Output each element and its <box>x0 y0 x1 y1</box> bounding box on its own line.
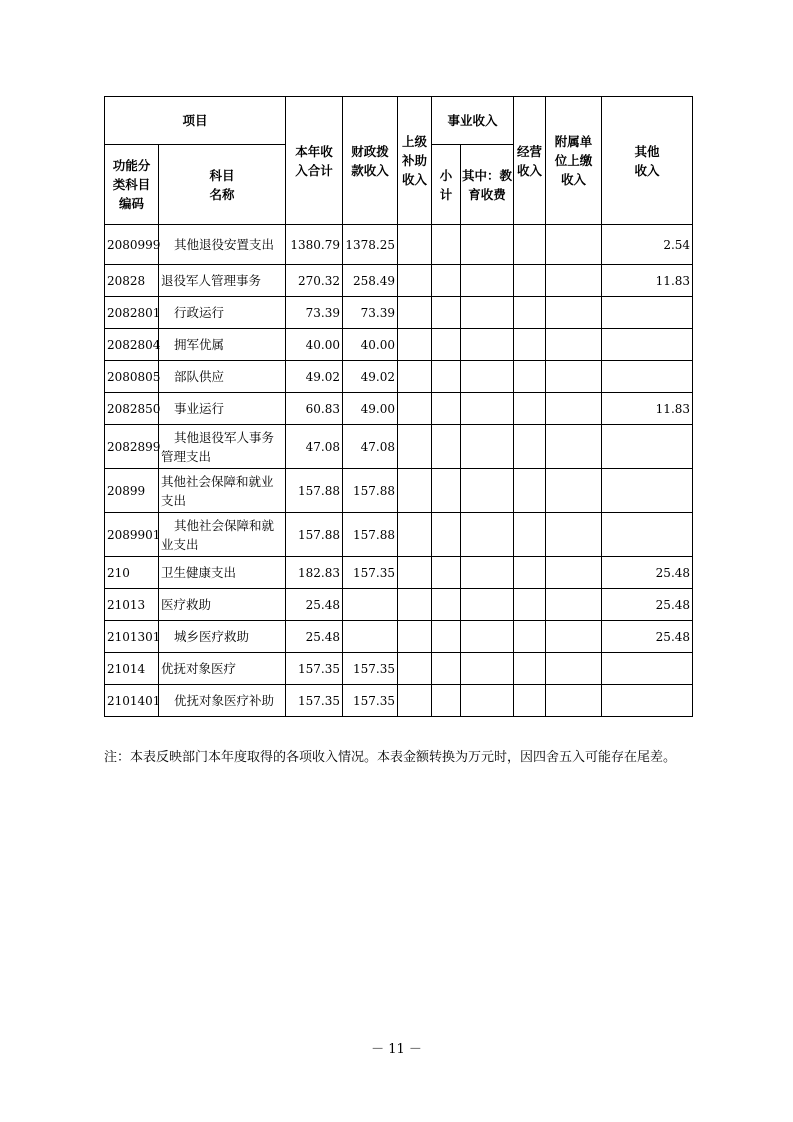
row-superior <box>398 557 432 589</box>
header-fiscal: 财政拨款收入 <box>343 97 398 225</box>
table-row <box>105 469 693 513</box>
row-total: 47.08 <box>286 425 343 469</box>
row-business-subtotal <box>432 685 461 717</box>
row-subject-name: 卫生健康支出 <box>159 557 286 589</box>
row-subject-name: 退役军人管理事务 <box>159 265 286 297</box>
row-other <box>602 425 693 469</box>
row-fiscal: 49.02 <box>343 361 398 393</box>
row-other <box>602 297 693 329</box>
header-affiliated: 附属单位上缴收入 <box>546 97 602 225</box>
row-fiscal: 40.00 <box>343 329 398 361</box>
row-subject-name: 其他社会保障和就业支出 <box>159 513 286 557</box>
row-affiliated <box>546 589 602 621</box>
row-fiscal: 157.88 <box>343 513 398 557</box>
row-code: 2089901 <box>105 513 159 557</box>
row-superior <box>398 361 432 393</box>
row-total: 40.00 <box>286 329 343 361</box>
row-affiliated <box>546 469 602 513</box>
row-subject-name: 其他退役军人事务管理支出 <box>159 425 286 469</box>
row-other <box>602 653 693 685</box>
row-total: 157.35 <box>286 653 343 685</box>
row-affiliated <box>546 653 602 685</box>
row-superior <box>398 265 432 297</box>
row-superior <box>398 589 432 621</box>
table-row <box>105 653 693 685</box>
row-fiscal: 157.35 <box>343 557 398 589</box>
row-subject-name: 医疗救助 <box>159 589 286 621</box>
row-code: 2082850 <box>105 393 159 425</box>
row-superior <box>398 329 432 361</box>
row-edu-fee <box>461 557 514 589</box>
row-business-subtotal <box>432 393 461 425</box>
row-fiscal: 47.08 <box>343 425 398 469</box>
header-edu-fee: 其中：教育收费 <box>461 145 514 225</box>
row-business-subtotal <box>432 225 461 265</box>
row-superior <box>398 513 432 557</box>
row-other <box>602 329 693 361</box>
row-edu-fee <box>461 685 514 717</box>
row-total: 73.39 <box>286 297 343 329</box>
row-edu-fee <box>461 469 514 513</box>
table-row <box>105 225 693 265</box>
row-operating <box>514 297 546 329</box>
row-code: 2080805 <box>105 361 159 393</box>
row-operating <box>514 361 546 393</box>
row-total: 270.32 <box>286 265 343 297</box>
row-code: 21014 <box>105 653 159 685</box>
table-row <box>105 265 693 297</box>
row-fiscal <box>343 621 398 653</box>
row-code: 210 <box>105 557 159 589</box>
row-other: 25.48 <box>602 589 693 621</box>
row-code: 2082804 <box>105 329 159 361</box>
row-fiscal: 73.39 <box>343 297 398 329</box>
row-edu-fee <box>461 329 514 361</box>
row-operating <box>514 621 546 653</box>
row-fiscal: 1378.25 <box>343 225 398 265</box>
row-edu-fee <box>461 589 514 621</box>
row-operating <box>514 557 546 589</box>
row-business-subtotal <box>432 265 461 297</box>
row-superior <box>398 653 432 685</box>
row-affiliated <box>546 621 602 653</box>
row-subject-name: 优抚对象医疗补助 <box>159 685 286 717</box>
header-subtotal: 小计 <box>432 145 461 225</box>
row-operating <box>514 393 546 425</box>
row-business-subtotal <box>432 653 461 685</box>
row-other: 2.54 <box>602 225 693 265</box>
row-affiliated <box>546 361 602 393</box>
row-affiliated <box>546 557 602 589</box>
row-code: 2080999 <box>105 225 159 265</box>
row-total: 1380.79 <box>286 225 343 265</box>
header-func-code: 功能分类科目编码 <box>105 145 159 225</box>
row-code: 20828 <box>105 265 159 297</box>
row-operating <box>514 265 546 297</box>
row-edu-fee <box>461 265 514 297</box>
header-other: 其他收入 <box>602 97 693 225</box>
row-business-subtotal <box>432 361 461 393</box>
row-affiliated <box>546 513 602 557</box>
row-other: 25.48 <box>602 557 693 589</box>
row-code: 21013 <box>105 589 159 621</box>
row-superior <box>398 225 432 265</box>
row-superior <box>398 621 432 653</box>
row-operating <box>514 513 546 557</box>
row-subject-name: 其他退役安置支出 <box>159 225 286 265</box>
row-affiliated <box>546 685 602 717</box>
row-operating <box>514 589 546 621</box>
row-code: 2101401 <box>105 685 159 717</box>
row-business-subtotal <box>432 621 461 653</box>
row-other <box>602 685 693 717</box>
table-row <box>105 297 693 329</box>
row-edu-fee <box>461 621 514 653</box>
row-business-subtotal <box>432 557 461 589</box>
row-fiscal: 157.35 <box>343 653 398 685</box>
row-affiliated <box>546 329 602 361</box>
header-business: 事业收入 <box>432 97 514 145</box>
row-affiliated <box>546 225 602 265</box>
row-business-subtotal <box>432 297 461 329</box>
row-business-subtotal <box>432 329 461 361</box>
row-total: 182.83 <box>286 557 343 589</box>
row-other: 25.48 <box>602 621 693 653</box>
row-affiliated <box>546 265 602 297</box>
row-subject-name: 部队供应 <box>159 361 286 393</box>
row-superior <box>398 685 432 717</box>
row-business-subtotal <box>432 513 461 557</box>
row-edu-fee <box>461 361 514 393</box>
row-superior <box>398 297 432 329</box>
row-total: 157.35 <box>286 685 343 717</box>
row-subject-name: 其他社会保障和就业支出 <box>159 469 286 513</box>
row-business-subtotal <box>432 469 461 513</box>
row-other <box>602 469 693 513</box>
header-project: 项目 <box>105 97 286 145</box>
header-operating: 经营收入 <box>514 97 546 225</box>
row-operating <box>514 329 546 361</box>
row-total: 60.83 <box>286 393 343 425</box>
row-code: 20899 <box>105 469 159 513</box>
row-code: 2082899 <box>105 425 159 469</box>
row-total: 49.02 <box>286 361 343 393</box>
row-affiliated <box>546 425 602 469</box>
row-edu-fee <box>461 393 514 425</box>
row-business-subtotal <box>432 589 461 621</box>
table-row <box>105 393 693 425</box>
row-other: 11.83 <box>602 393 693 425</box>
income-table <box>104 96 693 717</box>
row-total: 157.88 <box>286 469 343 513</box>
row-operating <box>514 653 546 685</box>
row-subject-name: 城乡医疗救助 <box>159 621 286 653</box>
row-total: 157.88 <box>286 513 343 557</box>
row-edu-fee <box>461 653 514 685</box>
row-other <box>602 361 693 393</box>
header-superior: 上级补助收入 <box>398 97 432 225</box>
row-code: 2082801 <box>105 297 159 329</box>
row-operating <box>514 225 546 265</box>
header-subject-name: 科目名称 <box>159 145 286 225</box>
row-fiscal: 258.49 <box>343 265 398 297</box>
row-edu-fee <box>461 425 514 469</box>
row-edu-fee <box>461 297 514 329</box>
row-superior <box>398 393 432 425</box>
table-row <box>105 361 693 393</box>
row-other <box>602 513 693 557</box>
table-row <box>105 621 693 653</box>
header-total: 本年收入合计 <box>286 97 343 225</box>
row-other: 11.83 <box>602 265 693 297</box>
row-business-subtotal <box>432 425 461 469</box>
table-row <box>105 589 693 621</box>
row-affiliated <box>546 393 602 425</box>
row-fiscal: 157.35 <box>343 685 398 717</box>
row-code: 2101301 <box>105 621 159 653</box>
page-number: － 11 － <box>371 1042 422 1057</box>
table-row <box>105 557 693 589</box>
row-affiliated <box>546 297 602 329</box>
table-row <box>105 329 693 361</box>
row-subject-name: 优抚对象医疗 <box>159 653 286 685</box>
row-edu-fee <box>461 225 514 265</box>
row-operating <box>514 685 546 717</box>
row-total: 25.48 <box>286 621 343 653</box>
row-subject-name: 拥军优属 <box>159 329 286 361</box>
row-fiscal <box>343 589 398 621</box>
table-row <box>105 685 693 717</box>
row-superior <box>398 469 432 513</box>
table-row <box>105 513 693 557</box>
row-operating <box>514 469 546 513</box>
row-subject-name: 行政运行 <box>159 297 286 329</box>
row-superior <box>398 425 432 469</box>
row-fiscal: 49.00 <box>343 393 398 425</box>
row-operating <box>514 425 546 469</box>
row-fiscal: 157.88 <box>343 469 398 513</box>
row-subject-name: 事业运行 <box>159 393 286 425</box>
table-row <box>105 425 693 469</box>
row-edu-fee <box>461 513 514 557</box>
row-total: 25.48 <box>286 589 343 621</box>
table-note: 注：本表反映部门本年度取得的各项收入情况。本表金额转换为万元时，因四舍五入可能存在尾差。 <box>104 750 677 765</box>
